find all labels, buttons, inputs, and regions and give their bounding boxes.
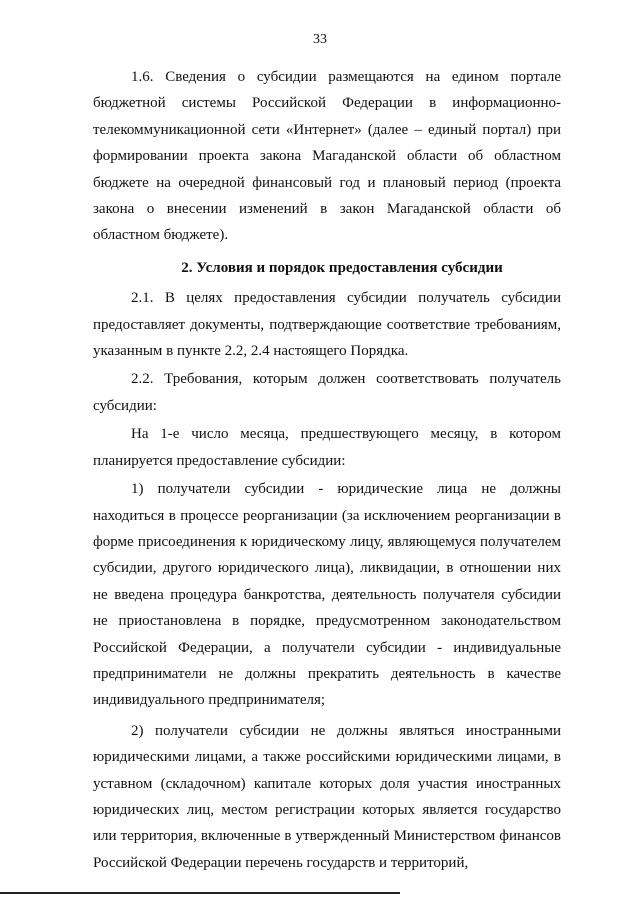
list-item-2: 2) получатели субсидии не должны являться иностранными юридическими лицами, а также российскими юридическими лицами, в уставном (складочном) капитале которых доля участия иностранных юридических лиц, местом регистрации которых является государство или территория, включенные в утвержденный Министерством финансов Российской Федерации перечень государств и территорий, [93, 722, 561, 871]
page-number: 33 [313, 32, 327, 47]
section-heading: 2. Условия и порядок предоставления субсидии [181, 259, 503, 276]
paragraph-1-6: 1.6. Сведения о субсидии размещаются на едином портале бюджетной системы Российской Федерации в информационно-телекоммуникационной сети «Интернет» (далее – единый портал) при формировании проекта закона Магаданской области об областном бюджете на очередной финансовый год и плановый период (проекта закона о внесении изменений в закон Магаданской области об областном бюджете). [93, 69, 561, 244]
paragraph-2-1: 2.1. В целях предоставления субсидии получатель субсидии предоставляет документы, подтверждающие соответствие требованиям, указанным в пункте 2.2, 2.4 настоящего Порядка. [93, 290, 561, 360]
paragraph-2-2: 2.2. Требования, которым должен соответствовать получатель субсидии: [93, 371, 561, 414]
paragraph-date-condition: На 1-е число месяца, предшествующего месяцу, в котором планируется предоставление субсидии: [93, 426, 561, 469]
document-body [93, 64, 561, 876]
footer-divider [0, 892, 400, 894]
list-item-1: 1) получатели субсидии - юридические лица не должны находиться в процессе реорганизации (за исключением реорганизации в форме присоединения к юридическому лицу, являющемуся получателем субсидии, другого юридического лица), ликвидации, в отношении них не введена процедура банкротства, деятельность получателя субсидии не приостановлена в порядке, предусмотренном законодательством Российской Федерации, а получатели субсидии - индивидуальные предприниматели не должны прекратить деятельность в качестве индивидуального предпринимателя; [93, 481, 561, 709]
